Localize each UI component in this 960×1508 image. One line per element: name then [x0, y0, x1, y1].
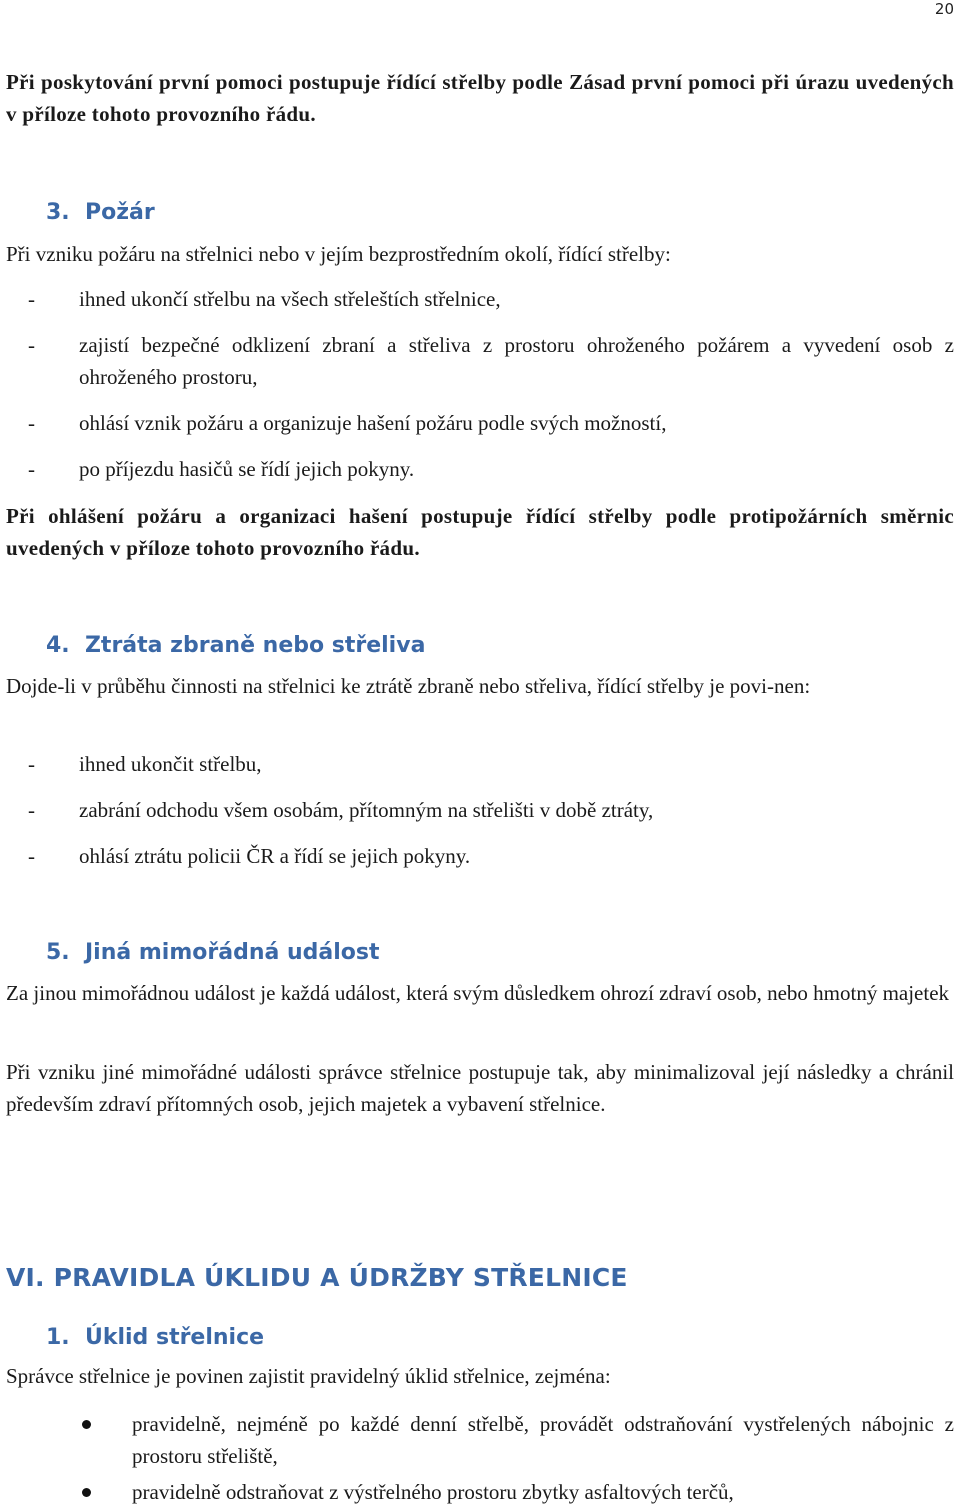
list-item: - zabrání odchodu všem osobám, přítomným na střelišti v době ztráty,: [28, 798, 654, 822]
section-heading-cleaning: 1. Úklid střelnice: [46, 1325, 265, 1350]
list-item: - ihned ukončí střelbu na všech střeleštích střelnice,: [28, 287, 501, 311]
chapter-heading: VI. PRAVIDLA ÚKLIDU A ÚDRŽBY STŘELNICE: [6, 1263, 628, 1292]
section-heading-lost-weapon: 4. Ztráta zbraně nebo střeliva: [46, 633, 426, 658]
section-heading-fire: 3. Požár: [46, 200, 155, 225]
list-item: - zajistí bezpečné odklizení zbraní a střeliva z prostoru ohroženého požárem a vyvedení osob z ohroženého prostoru,: [28, 333, 954, 389]
list-item: pravidelně, nejméně po každé denní střelbě, provádět odstraňování vystřelených nábojnic z prostoru střeliště,: [6, 1408, 954, 1472]
list-item: pravidelně odstraňovat z výstřelného prostoru zbytky asfaltových terčů,: [6, 1476, 954, 1508]
cleaning-intro: Správce střelnice je povinen zajistit pravidelný úklid střelnice, zejména:: [6, 1364, 611, 1388]
fire-intro: Při vzniku požáru na střelnici nebo v jejím bezprostředním okolí, řídící střelby:: [6, 242, 671, 266]
list-item: - ohlásí vznik požáru a organizuje hašení požáru podle svých možností,: [28, 411, 667, 435]
list-item: - po příjezdu hasičů se řídí jejich pokyny.: [28, 457, 415, 481]
list-item: - ohlásí ztrátu policii ČR a řídí se jejich pokyny.: [28, 844, 471, 868]
other-event-procedure: Při vzniku jiné mimořádné události správce střelnice postupuje tak, aby minimalizoval její následky a chránil především zdraví přítomných osob, jejich majetek a vybavení střelnice.: [6, 1060, 954, 1116]
fire-note-paragraph: Při ohlášení požáru a organizaci hašení postupuje řídící střelby podle protipožárních směrnic uvedených v příloze tohoto provozního řádu.: [6, 504, 954, 560]
first-aid-paragraph: Při poskytování první pomoci postupuje řídící střelby podle Zásad první pomoci při úrazu uvedených v příloze tohoto provozního řádu.: [6, 70, 954, 126]
section-heading-other-event: 5. Jiná mimořádná událost: [46, 940, 380, 965]
bullet-icon: [82, 1488, 91, 1497]
other-event-definition: Za jinou mimořádnou událost je každá událost, která svým důsledkem ohrozí zdraví osob, nebo hmotný majetek: [6, 981, 950, 1005]
bullet-icon: [82, 1420, 91, 1429]
list-item: - ihned ukončit střelbu,: [28, 752, 262, 776]
page-number: 20: [934, 0, 954, 18]
lost-weapon-intro: Dojde-li v průběhu činnosti na střelnici ke ztrátě zbraně nebo střeliva, řídící střelby je povi-nen:: [6, 674, 811, 698]
